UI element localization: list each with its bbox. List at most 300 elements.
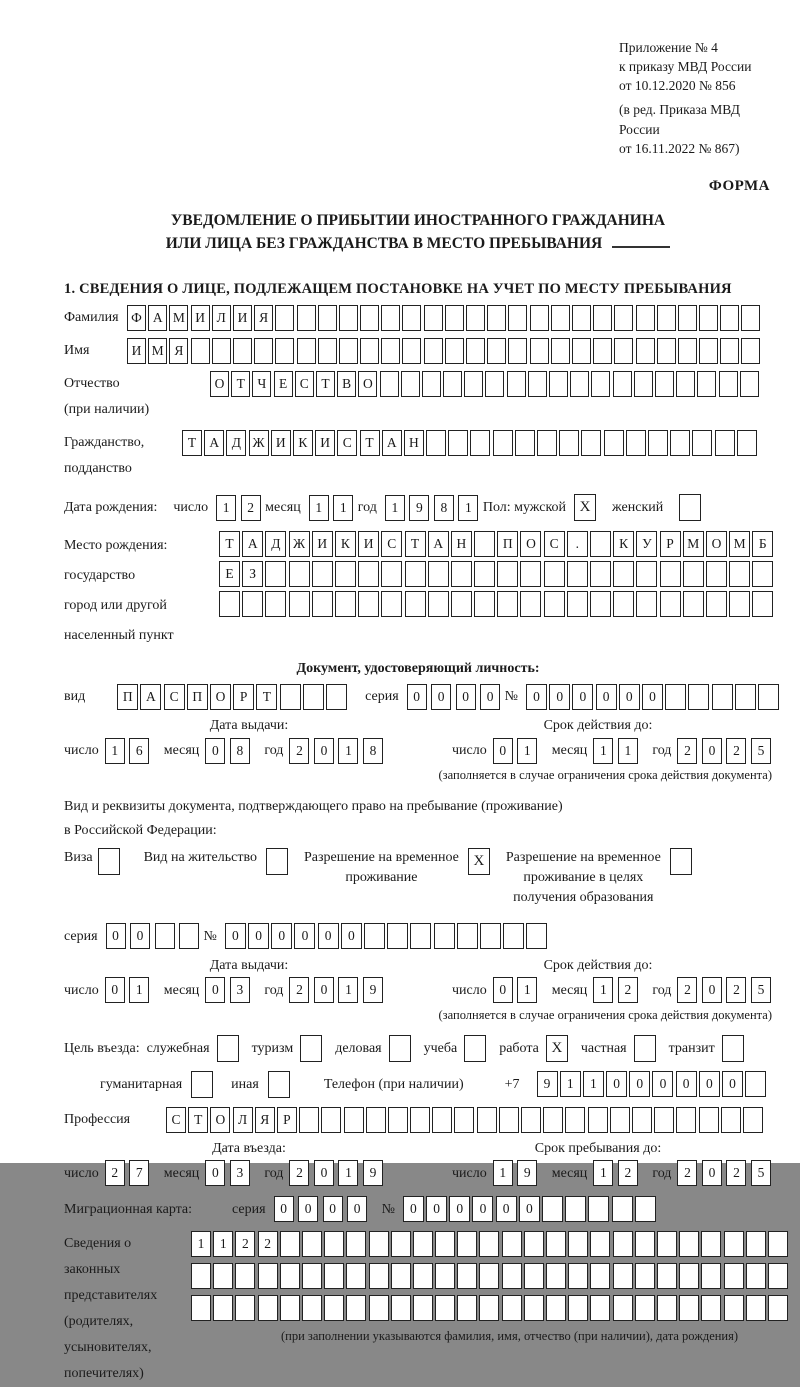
char-box[interactable]: 0 bbox=[314, 977, 334, 1003]
char-box[interactable] bbox=[474, 591, 495, 617]
char-box[interactable] bbox=[435, 1263, 455, 1289]
char-box[interactable] bbox=[380, 371, 399, 397]
char-box[interactable] bbox=[413, 1295, 433, 1321]
char-box[interactable] bbox=[445, 338, 464, 364]
char-box[interactable]: 1 bbox=[593, 977, 613, 1003]
char-box[interactable] bbox=[413, 1263, 433, 1289]
char-box[interactable] bbox=[275, 305, 294, 331]
char-box[interactable] bbox=[346, 1295, 366, 1321]
char-box[interactable] bbox=[381, 305, 400, 331]
char-box[interactable] bbox=[318, 305, 337, 331]
char-box[interactable] bbox=[729, 561, 750, 587]
char-box[interactable]: 0 bbox=[205, 1160, 225, 1186]
char-box[interactable]: 0 bbox=[314, 1160, 334, 1186]
char-box[interactable] bbox=[191, 1263, 211, 1289]
char-box[interactable]: И bbox=[312, 531, 333, 557]
char-box[interactable] bbox=[521, 1107, 541, 1133]
char-box[interactable] bbox=[683, 591, 704, 617]
char-box[interactable] bbox=[426, 430, 446, 456]
char-box[interactable] bbox=[499, 1107, 519, 1133]
char-box[interactable] bbox=[720, 305, 739, 331]
char-box[interactable]: 0 bbox=[130, 923, 150, 949]
char-box[interactable]: 1 bbox=[309, 495, 329, 521]
char-box[interactable] bbox=[543, 1107, 563, 1133]
sex-female-checkbox[interactable] bbox=[679, 494, 701, 521]
char-box[interactable]: 2 bbox=[618, 977, 638, 1003]
char-box[interactable]: Р bbox=[277, 1107, 297, 1133]
char-box[interactable]: А bbox=[382, 430, 402, 456]
char-box[interactable]: 0 bbox=[106, 923, 126, 949]
char-box[interactable] bbox=[493, 430, 513, 456]
char-box[interactable]: 0 bbox=[472, 1196, 493, 1222]
purpose-official-checkbox[interactable] bbox=[217, 1035, 239, 1062]
char-box[interactable]: 0 bbox=[572, 684, 593, 710]
char-box[interactable] bbox=[752, 591, 773, 617]
char-box[interactable] bbox=[699, 1107, 719, 1133]
char-box[interactable]: 0 bbox=[105, 977, 125, 1003]
char-box[interactable] bbox=[302, 1263, 322, 1289]
char-box[interactable] bbox=[657, 1295, 677, 1321]
char-box[interactable]: О bbox=[210, 684, 231, 710]
char-box[interactable] bbox=[636, 591, 657, 617]
char-box[interactable] bbox=[335, 591, 356, 617]
char-box[interactable] bbox=[424, 305, 443, 331]
char-box[interactable] bbox=[297, 338, 316, 364]
char-box[interactable]: 9 bbox=[363, 1160, 383, 1186]
char-box[interactable] bbox=[435, 1295, 455, 1321]
char-box[interactable]: 2 bbox=[618, 1160, 638, 1186]
char-box[interactable]: 8 bbox=[434, 495, 454, 521]
char-box[interactable] bbox=[740, 371, 759, 397]
char-box[interactable] bbox=[593, 305, 612, 331]
char-box[interactable] bbox=[213, 1263, 233, 1289]
sex-male-checkbox[interactable]: X bbox=[574, 494, 596, 521]
char-box[interactable] bbox=[701, 1263, 721, 1289]
char-box[interactable]: Н bbox=[404, 430, 424, 456]
char-box[interactable] bbox=[497, 561, 518, 587]
char-box[interactable]: У bbox=[636, 531, 657, 557]
char-box[interactable]: 0 bbox=[702, 738, 722, 764]
char-box[interactable] bbox=[724, 1231, 744, 1257]
char-box[interactable]: М bbox=[148, 338, 167, 364]
char-box[interactable] bbox=[568, 1263, 588, 1289]
char-box[interactable] bbox=[326, 684, 347, 710]
char-box[interactable] bbox=[635, 1196, 656, 1222]
char-box[interactable] bbox=[614, 338, 633, 364]
char-box[interactable] bbox=[559, 430, 579, 456]
purpose-private-checkbox[interactable] bbox=[634, 1035, 656, 1062]
char-box[interactable] bbox=[445, 305, 464, 331]
char-box[interactable]: 0 bbox=[298, 1196, 318, 1222]
char-box[interactable] bbox=[451, 561, 472, 587]
char-box[interactable] bbox=[613, 1263, 633, 1289]
char-box[interactable] bbox=[402, 338, 421, 364]
char-box[interactable] bbox=[212, 338, 231, 364]
char-box[interactable]: 2 bbox=[241, 495, 261, 521]
char-box[interactable] bbox=[405, 561, 426, 587]
char-box[interactable]: 0 bbox=[248, 923, 269, 949]
char-box[interactable]: К bbox=[335, 531, 356, 557]
char-box[interactable]: 0 bbox=[347, 1196, 367, 1222]
char-box[interactable] bbox=[697, 371, 716, 397]
char-box[interactable] bbox=[213, 1295, 233, 1321]
char-box[interactable] bbox=[590, 531, 611, 557]
char-box[interactable] bbox=[737, 430, 757, 456]
char-box[interactable]: Т bbox=[316, 371, 335, 397]
char-box[interactable]: 1 bbox=[333, 495, 353, 521]
char-box[interactable] bbox=[235, 1263, 255, 1289]
char-box[interactable]: И bbox=[127, 338, 146, 364]
char-box[interactable]: И bbox=[191, 305, 210, 331]
char-box[interactable] bbox=[676, 1107, 696, 1133]
char-box[interactable] bbox=[339, 338, 358, 364]
char-box[interactable]: О bbox=[706, 531, 727, 557]
char-box[interactable] bbox=[485, 371, 504, 397]
char-box[interactable]: М bbox=[729, 531, 750, 557]
char-box[interactable] bbox=[634, 371, 653, 397]
char-box[interactable] bbox=[155, 923, 175, 949]
char-box[interactable] bbox=[428, 591, 449, 617]
char-box[interactable] bbox=[381, 591, 402, 617]
char-box[interactable]: Я bbox=[255, 1107, 275, 1133]
char-box[interactable] bbox=[289, 561, 310, 587]
char-box[interactable] bbox=[676, 371, 695, 397]
char-box[interactable]: А bbox=[428, 531, 449, 557]
char-box[interactable]: О bbox=[358, 371, 377, 397]
char-box[interactable]: 0 bbox=[271, 923, 292, 949]
char-box[interactable] bbox=[391, 1263, 411, 1289]
char-box[interactable] bbox=[719, 371, 738, 397]
char-box[interactable] bbox=[448, 430, 468, 456]
char-box[interactable] bbox=[768, 1263, 788, 1289]
char-box[interactable] bbox=[526, 923, 547, 949]
char-box[interactable]: 0 bbox=[456, 684, 476, 710]
char-box[interactable]: 7 bbox=[129, 1160, 149, 1186]
char-box[interactable] bbox=[470, 430, 490, 456]
char-box[interactable] bbox=[746, 1295, 766, 1321]
char-box[interactable] bbox=[388, 1107, 408, 1133]
char-box[interactable] bbox=[604, 430, 624, 456]
char-box[interactable] bbox=[741, 338, 760, 364]
char-box[interactable] bbox=[568, 1231, 588, 1257]
char-box[interactable]: Т bbox=[231, 371, 250, 397]
char-box[interactable] bbox=[768, 1231, 788, 1257]
char-box[interactable] bbox=[381, 338, 400, 364]
char-box[interactable] bbox=[724, 1263, 744, 1289]
char-box[interactable]: 1 bbox=[618, 738, 638, 764]
char-box[interactable]: 8 bbox=[230, 738, 250, 764]
char-box[interactable]: 1 bbox=[191, 1231, 211, 1257]
char-box[interactable] bbox=[324, 1231, 344, 1257]
char-box[interactable] bbox=[635, 1263, 655, 1289]
char-box[interactable]: 2 bbox=[726, 738, 746, 764]
char-box[interactable] bbox=[312, 591, 333, 617]
char-box[interactable] bbox=[302, 1295, 322, 1321]
char-box[interactable]: Т bbox=[256, 684, 277, 710]
char-box[interactable] bbox=[524, 1263, 544, 1289]
char-box[interactable]: 2 bbox=[677, 1160, 697, 1186]
char-box[interactable]: 0 bbox=[403, 1196, 424, 1222]
char-box[interactable]: 0 bbox=[722, 1071, 743, 1097]
char-box[interactable] bbox=[688, 684, 709, 710]
char-box[interactable] bbox=[544, 561, 565, 587]
char-box[interactable]: К bbox=[613, 531, 634, 557]
char-box[interactable]: 0 bbox=[519, 1196, 540, 1222]
char-box[interactable] bbox=[428, 561, 449, 587]
char-box[interactable]: О bbox=[520, 531, 541, 557]
char-box[interactable] bbox=[280, 1263, 300, 1289]
char-box[interactable] bbox=[752, 561, 773, 587]
char-box[interactable] bbox=[613, 561, 634, 587]
char-box[interactable]: М bbox=[683, 531, 704, 557]
char-box[interactable] bbox=[457, 1295, 477, 1321]
char-box[interactable] bbox=[280, 1295, 300, 1321]
temporary-residence-checkbox[interactable]: X bbox=[468, 848, 490, 875]
char-box[interactable] bbox=[369, 1231, 389, 1257]
char-box[interactable]: 1 bbox=[385, 495, 405, 521]
char-box[interactable] bbox=[479, 1263, 499, 1289]
char-box[interactable] bbox=[289, 591, 310, 617]
char-box[interactable]: 0 bbox=[629, 1071, 650, 1097]
char-box[interactable]: Л bbox=[212, 305, 231, 331]
char-box[interactable] bbox=[464, 371, 483, 397]
char-box[interactable] bbox=[678, 338, 697, 364]
char-box[interactable] bbox=[422, 371, 441, 397]
char-box[interactable]: 0 bbox=[549, 684, 570, 710]
char-box[interactable] bbox=[524, 1231, 544, 1257]
char-box[interactable] bbox=[551, 305, 570, 331]
char-box[interactable] bbox=[712, 684, 733, 710]
char-box[interactable]: О bbox=[210, 1107, 230, 1133]
char-box[interactable] bbox=[699, 305, 718, 331]
char-box[interactable] bbox=[324, 1263, 344, 1289]
char-box[interactable] bbox=[701, 1295, 721, 1321]
char-box[interactable] bbox=[299, 1107, 319, 1133]
char-box[interactable] bbox=[570, 371, 589, 397]
char-box[interactable] bbox=[743, 1107, 763, 1133]
char-box[interactable]: 0 bbox=[274, 1196, 294, 1222]
char-box[interactable] bbox=[254, 338, 273, 364]
char-box[interactable]: 0 bbox=[323, 1196, 343, 1222]
char-box[interactable] bbox=[588, 1107, 608, 1133]
char-box[interactable] bbox=[588, 1196, 609, 1222]
char-box[interactable] bbox=[546, 1295, 566, 1321]
char-box[interactable] bbox=[706, 591, 727, 617]
char-box[interactable] bbox=[768, 1295, 788, 1321]
char-box[interactable]: 0 bbox=[699, 1071, 720, 1097]
char-box[interactable] bbox=[318, 338, 337, 364]
char-box[interactable] bbox=[235, 1295, 255, 1321]
char-box[interactable] bbox=[487, 338, 506, 364]
char-box[interactable]: 9 bbox=[409, 495, 429, 521]
char-box[interactable] bbox=[542, 1196, 563, 1222]
purpose-tourism-checkbox[interactable] bbox=[300, 1035, 322, 1062]
char-box[interactable]: Ж bbox=[289, 531, 310, 557]
char-box[interactable] bbox=[721, 1107, 741, 1133]
char-box[interactable] bbox=[410, 923, 431, 949]
purpose-business-checkbox[interactable] bbox=[389, 1035, 411, 1062]
char-box[interactable] bbox=[265, 561, 286, 587]
char-box[interactable] bbox=[302, 1231, 322, 1257]
char-box[interactable]: С bbox=[337, 430, 357, 456]
char-box[interactable] bbox=[613, 591, 634, 617]
char-box[interactable] bbox=[520, 561, 541, 587]
char-box[interactable]: А bbox=[204, 430, 224, 456]
char-box[interactable] bbox=[410, 1107, 430, 1133]
char-box[interactable] bbox=[679, 1295, 699, 1321]
char-box[interactable]: 5 bbox=[751, 738, 771, 764]
char-box[interactable]: 0 bbox=[314, 738, 334, 764]
char-box[interactable] bbox=[502, 1231, 522, 1257]
char-box[interactable]: Д bbox=[226, 430, 246, 456]
char-box[interactable] bbox=[581, 430, 601, 456]
char-box[interactable] bbox=[654, 1107, 674, 1133]
char-box[interactable] bbox=[706, 561, 727, 587]
char-box[interactable]: 0 bbox=[205, 977, 225, 1003]
char-box[interactable]: С bbox=[166, 1107, 186, 1133]
char-box[interactable]: 8 bbox=[363, 738, 383, 764]
char-box[interactable] bbox=[401, 371, 420, 397]
char-box[interactable] bbox=[614, 305, 633, 331]
char-box[interactable] bbox=[612, 1196, 633, 1222]
char-box[interactable] bbox=[258, 1295, 278, 1321]
char-box[interactable] bbox=[745, 1071, 766, 1097]
char-box[interactable] bbox=[474, 531, 495, 557]
char-box[interactable]: С bbox=[164, 684, 185, 710]
char-box[interactable]: Е bbox=[219, 561, 240, 587]
char-box[interactable]: 2 bbox=[289, 1160, 309, 1186]
char-box[interactable] bbox=[610, 1107, 630, 1133]
char-box[interactable]: 2 bbox=[235, 1231, 255, 1257]
char-box[interactable] bbox=[369, 1295, 389, 1321]
char-box[interactable]: Т bbox=[405, 531, 426, 557]
char-box[interactable]: Т bbox=[219, 531, 240, 557]
char-box[interactable]: 5 bbox=[751, 1160, 771, 1186]
char-box[interactable] bbox=[466, 305, 485, 331]
char-box[interactable] bbox=[369, 1263, 389, 1289]
char-box[interactable] bbox=[699, 338, 718, 364]
char-box[interactable] bbox=[366, 1107, 386, 1133]
char-box[interactable]: И bbox=[315, 430, 335, 456]
char-box[interactable]: Т bbox=[360, 430, 380, 456]
char-box[interactable] bbox=[258, 1263, 278, 1289]
char-box[interactable]: 9 bbox=[537, 1071, 558, 1097]
education-residence-checkbox[interactable] bbox=[670, 848, 692, 875]
char-box[interactable] bbox=[657, 1231, 677, 1257]
char-box[interactable]: 0 bbox=[426, 1196, 447, 1222]
char-box[interactable] bbox=[358, 561, 379, 587]
purpose-study-checkbox[interactable] bbox=[464, 1035, 486, 1062]
char-box[interactable]: 1 bbox=[517, 738, 537, 764]
char-box[interactable] bbox=[590, 561, 611, 587]
char-box[interactable] bbox=[679, 1231, 699, 1257]
char-box[interactable] bbox=[758, 684, 779, 710]
char-box[interactable]: 1 bbox=[105, 738, 125, 764]
char-box[interactable] bbox=[487, 305, 506, 331]
char-box[interactable] bbox=[746, 1263, 766, 1289]
char-box[interactable]: К bbox=[293, 430, 313, 456]
char-box[interactable] bbox=[280, 684, 301, 710]
char-box[interactable]: Ч bbox=[252, 371, 271, 397]
char-box[interactable]: 2 bbox=[289, 738, 309, 764]
char-box[interactable]: 0 bbox=[526, 684, 547, 710]
char-box[interactable] bbox=[635, 1295, 655, 1321]
char-box[interactable]: 1 bbox=[517, 977, 537, 1003]
char-box[interactable]: 2 bbox=[677, 977, 697, 1003]
char-box[interactable]: Ф bbox=[127, 305, 146, 331]
char-box[interactable]: 0 bbox=[294, 923, 315, 949]
char-box[interactable] bbox=[303, 684, 324, 710]
char-box[interactable] bbox=[339, 305, 358, 331]
char-box[interactable]: 2 bbox=[677, 738, 697, 764]
purpose-transit-checkbox[interactable] bbox=[722, 1035, 744, 1062]
char-box[interactable]: Я bbox=[169, 338, 188, 364]
char-box[interactable]: Л bbox=[233, 1107, 253, 1133]
char-box[interactable] bbox=[632, 1107, 652, 1133]
char-box[interactable] bbox=[466, 338, 485, 364]
char-box[interactable] bbox=[636, 338, 655, 364]
char-box[interactable]: 1 bbox=[493, 1160, 513, 1186]
char-box[interactable]: О bbox=[210, 371, 229, 397]
char-box[interactable]: 0 bbox=[642, 684, 663, 710]
char-box[interactable] bbox=[746, 1231, 766, 1257]
char-box[interactable] bbox=[530, 338, 549, 364]
char-box[interactable] bbox=[670, 430, 690, 456]
char-box[interactable]: Ж bbox=[249, 430, 269, 456]
char-box[interactable] bbox=[530, 305, 549, 331]
char-box[interactable]: 5 bbox=[751, 977, 771, 1003]
char-box[interactable]: И bbox=[271, 430, 291, 456]
char-box[interactable]: 1 bbox=[583, 1071, 604, 1097]
char-box[interactable] bbox=[665, 684, 686, 710]
char-box[interactable] bbox=[280, 1231, 300, 1257]
char-box[interactable] bbox=[724, 1295, 744, 1321]
purpose-other-checkbox[interactable] bbox=[268, 1071, 290, 1098]
char-box[interactable]: 0 bbox=[596, 684, 617, 710]
char-box[interactable]: 0 bbox=[431, 684, 451, 710]
char-box[interactable]: 0 bbox=[606, 1071, 627, 1097]
char-box[interactable]: 6 bbox=[129, 738, 149, 764]
char-box[interactable] bbox=[590, 1263, 610, 1289]
char-box[interactable] bbox=[692, 430, 712, 456]
char-box[interactable]: 0 bbox=[496, 1196, 517, 1222]
char-box[interactable] bbox=[297, 305, 316, 331]
char-box[interactable]: 3 bbox=[230, 977, 250, 1003]
char-box[interactable] bbox=[567, 561, 588, 587]
char-box[interactable] bbox=[434, 923, 455, 949]
char-box[interactable] bbox=[191, 1295, 211, 1321]
char-box[interactable]: 0 bbox=[676, 1071, 697, 1097]
char-box[interactable] bbox=[405, 591, 426, 617]
char-box[interactable] bbox=[657, 1263, 677, 1289]
purpose-work-checkbox[interactable]: X bbox=[546, 1035, 568, 1062]
char-box[interactable] bbox=[454, 1107, 474, 1133]
char-box[interactable]: З bbox=[242, 561, 263, 587]
char-box[interactable]: Р bbox=[660, 531, 681, 557]
char-box[interactable] bbox=[346, 1231, 366, 1257]
char-box[interactable] bbox=[520, 591, 541, 617]
char-box[interactable] bbox=[346, 1263, 366, 1289]
char-box[interactable]: П bbox=[117, 684, 138, 710]
char-box[interactable]: 1 bbox=[593, 738, 613, 764]
purpose-humanitarian-checkbox[interactable] bbox=[191, 1071, 213, 1098]
char-box[interactable]: 1 bbox=[213, 1231, 233, 1257]
char-box[interactable]: 0 bbox=[318, 923, 339, 949]
char-box[interactable] bbox=[735, 684, 756, 710]
char-box[interactable]: С bbox=[381, 531, 402, 557]
char-box[interactable]: 2 bbox=[258, 1231, 278, 1257]
char-box[interactable]: П bbox=[187, 684, 208, 710]
